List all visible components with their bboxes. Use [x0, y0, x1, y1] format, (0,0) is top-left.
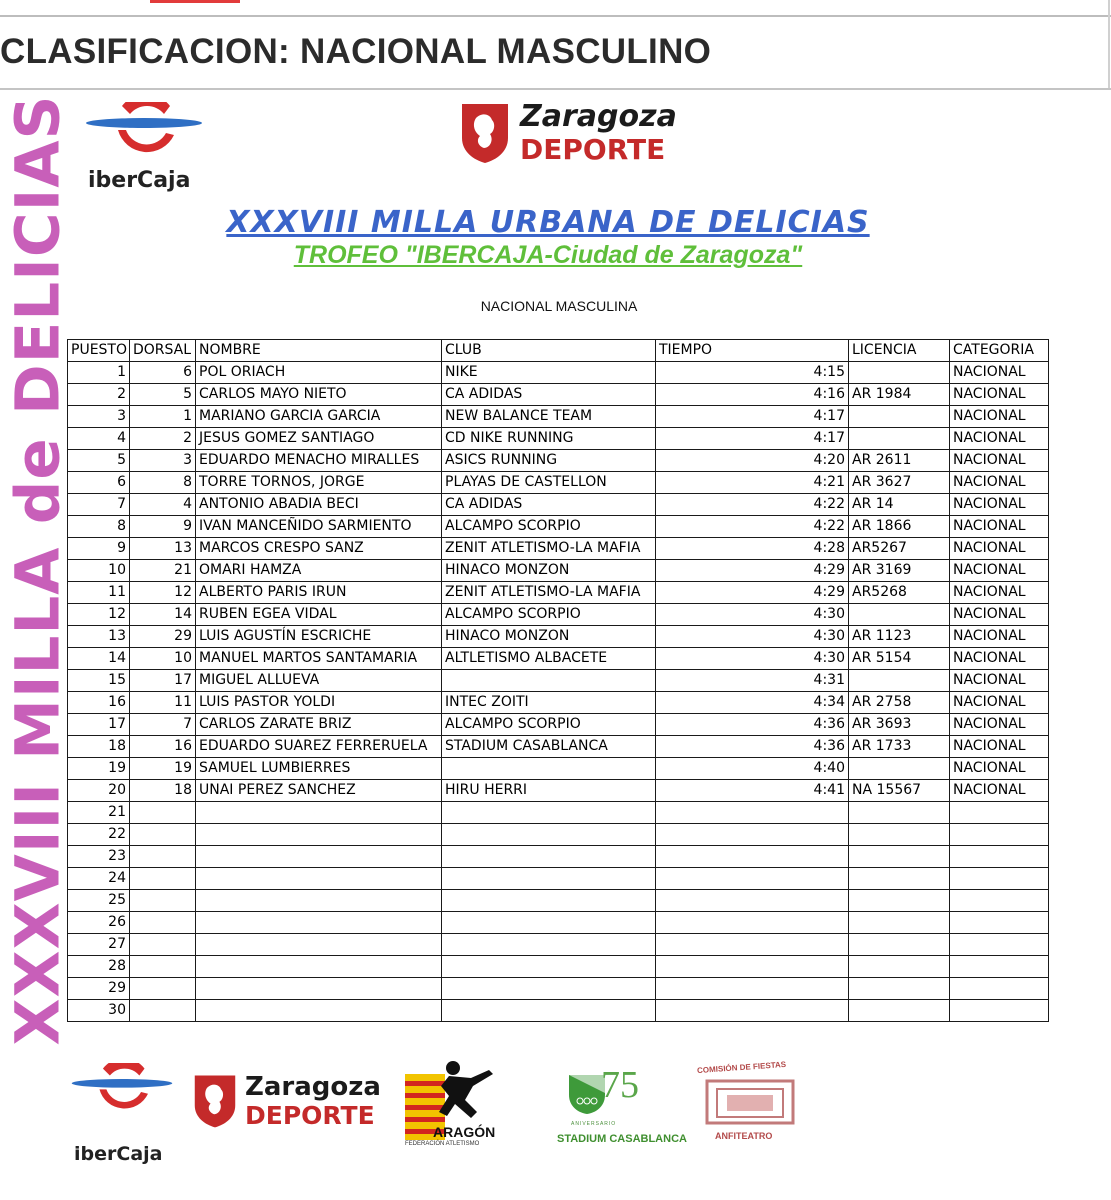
cell-club — [442, 912, 656, 934]
cell-licencia: AR 5154 — [849, 648, 950, 670]
cell-club: ALTLETISMO ALBACETE — [442, 648, 656, 670]
page-title: CLASIFICACION: NACIONAL MASCULINO — [0, 32, 712, 71]
table-row — [68, 384, 1049, 406]
cell-licencia — [849, 428, 950, 450]
cell-licencia — [849, 1000, 950, 1022]
cell-puesto: 17 — [68, 714, 130, 736]
cell-tiempo: 4:20 — [656, 450, 849, 472]
footer-zaragoza-logo — [193, 1073, 381, 1129]
table-row — [68, 670, 1049, 692]
cell-puesto: 6 — [68, 472, 130, 494]
cell-categoria: NACIONAL — [950, 582, 1049, 604]
cell-club: STADIUM CASABLANCA — [442, 736, 656, 758]
cell-nombre — [196, 868, 442, 890]
cell-dorsal: 1 — [130, 406, 196, 428]
table-header-row — [68, 340, 1049, 362]
cell-tiempo: 4:17 — [656, 406, 849, 428]
table-row — [68, 802, 1049, 824]
cell-categoria — [950, 1000, 1049, 1022]
table-row — [68, 846, 1049, 868]
cell-club: HIRU HERRI — [442, 780, 656, 802]
table-row — [68, 934, 1049, 956]
cell-club — [442, 846, 656, 868]
zaragoza-deporte-logo — [460, 99, 677, 166]
cell-tiempo: 4:21 — [656, 472, 849, 494]
ibercaja-logo — [84, 102, 214, 197]
cell-categoria — [950, 978, 1049, 1000]
table-row — [68, 1000, 1049, 1022]
cell-club — [442, 670, 656, 692]
cell-categoria — [950, 802, 1049, 824]
header-categoria: CATEGORIA — [950, 340, 1049, 362]
cell-tiempo: 4:16 — [656, 384, 849, 406]
footer-ibercaja-wordmark: iberCaja — [74, 1143, 163, 1165]
cell-dorsal: 2 — [130, 428, 196, 450]
cell-puesto: 24 — [68, 868, 130, 890]
cell-licencia: AR 3693 — [849, 714, 950, 736]
cell-dorsal — [130, 846, 196, 868]
cell-puesto: 12 — [68, 604, 130, 626]
cell-categoria — [950, 868, 1049, 890]
cell-dorsal: 29 — [130, 626, 196, 648]
cell-nombre: ANTONIO ABADIA BECI — [196, 494, 442, 516]
stadium-anniversary-number: 75 — [601, 1064, 639, 1106]
table-row — [68, 604, 1049, 626]
cell-licencia: NA 15567 — [849, 780, 950, 802]
cell-categoria — [950, 956, 1049, 978]
zaragoza-lion-shield-icon — [460, 102, 510, 164]
table-row — [68, 516, 1049, 538]
cell-club: CA ADIDAS — [442, 494, 656, 516]
cell-categoria: NACIONAL — [950, 516, 1049, 538]
zaragoza-lion-shield-icon — [193, 1073, 237, 1129]
aragon-name: ARAGÓN — [433, 1124, 496, 1140]
cell-club: ALCAMPO SCORPIO — [442, 516, 656, 538]
cell-puesto: 14 — [68, 648, 130, 670]
event-subtitle: TROFEO "IBERCAJA-Ciudad de Zaragoza" — [293, 241, 803, 269]
cell-club — [442, 890, 656, 912]
cell-tiempo — [656, 978, 849, 1000]
category-caption: NACIONAL MASCULINA — [480, 298, 638, 314]
cell-categoria: NACIONAL — [950, 626, 1049, 648]
cell-licencia — [849, 758, 950, 780]
header-tiempo: TIEMPO — [656, 340, 849, 362]
cell-categoria: NACIONAL — [950, 362, 1049, 384]
cell-dorsal — [130, 890, 196, 912]
cell-club — [442, 868, 656, 890]
cell-licencia — [849, 670, 950, 692]
cell-nombre: SAMUEL LUMBIERRES — [196, 758, 442, 780]
cell-club: ALCAMPO SCORPIO — [442, 714, 656, 736]
cell-puesto: 27 — [68, 934, 130, 956]
cell-club: ALCAMPO SCORPIO — [442, 604, 656, 626]
cell-tiempo: 4:22 — [656, 494, 849, 516]
cell-categoria: NACIONAL — [950, 736, 1049, 758]
cell-categoria: NACIONAL — [950, 692, 1049, 714]
header-club: CLUB — [442, 340, 656, 362]
cell-licencia — [849, 362, 950, 384]
cell-licencia — [849, 846, 950, 868]
cell-categoria — [950, 934, 1049, 956]
stadium-anniversary-label: ANIVERSARIO — [571, 1121, 617, 1127]
cell-club: ZENIT ATLETISMO-LA MAFIA — [442, 582, 656, 604]
cell-nombre: EDUARDO SUAREZ FERRERUELA — [196, 736, 442, 758]
cell-puesto: 1 — [68, 362, 130, 384]
cell-nombre — [196, 824, 442, 846]
cell-nombre: MARCOS CRESPO SANZ — [196, 538, 442, 560]
cell-nombre: RUBEN EGEA VIDAL — [196, 604, 442, 626]
header-licencia: LICENCIA — [849, 340, 950, 362]
table-row — [68, 538, 1049, 560]
cell-puesto: 22 — [68, 824, 130, 846]
top-divider — [0, 15, 1111, 17]
cell-nombre: CARLOS ZARATE BRIZ — [196, 714, 442, 736]
cell-club — [442, 758, 656, 780]
cell-licencia: AR 2611 — [849, 450, 950, 472]
cell-dorsal — [130, 978, 196, 1000]
cell-tiempo — [656, 934, 849, 956]
footer-deporte-wordmark: DEPORTE — [245, 1101, 375, 1130]
cell-dorsal — [130, 1000, 196, 1022]
table-row — [68, 494, 1049, 516]
cell-nombre: ALBERTO PARIS IRUN — [196, 582, 442, 604]
cell-tiempo: 4:31 — [656, 670, 849, 692]
cell-nombre: MIGUEL ALLUEVA — [196, 670, 442, 692]
cell-categoria: NACIONAL — [950, 560, 1049, 582]
cell-dorsal: 8 — [130, 472, 196, 494]
cell-club: PLAYAS DE CASTELLON — [442, 472, 656, 494]
cell-dorsal — [130, 934, 196, 956]
cell-categoria — [950, 846, 1049, 868]
cell-club: ZENIT ATLETISMO-LA MAFIA — [442, 538, 656, 560]
cell-licencia — [849, 406, 950, 428]
cell-nombre — [196, 978, 442, 1000]
cell-tiempo — [656, 912, 849, 934]
cell-licencia: AR 2758 — [849, 692, 950, 714]
cell-licencia — [849, 912, 950, 934]
header-nombre: NOMBRE — [196, 340, 442, 362]
cell-dorsal: 18 — [130, 780, 196, 802]
zaragoza-wordmark: Zaragoza — [520, 99, 677, 134]
cell-tiempo — [656, 824, 849, 846]
cell-licencia — [849, 978, 950, 1000]
cell-tiempo: 4:30 — [656, 604, 849, 626]
cell-club: CD NIKE RUNNING — [442, 428, 656, 450]
cell-tiempo: 4:30 — [656, 648, 849, 670]
cell-dorsal: 3 — [130, 450, 196, 472]
table-row — [68, 736, 1049, 758]
cell-licencia — [849, 802, 950, 824]
cell-nombre: CARLOS MAYO NIETO — [196, 384, 442, 406]
right-divider — [1108, 0, 1110, 90]
cell-tiempo — [656, 890, 849, 912]
table-row — [68, 626, 1049, 648]
ibercaja-wordmark: iberCaja — [88, 168, 191, 193]
table-row — [68, 714, 1049, 736]
cell-club: ASICS RUNNING — [442, 450, 656, 472]
table-row — [68, 978, 1049, 1000]
table-row — [68, 780, 1049, 802]
cell-tiempo: 4:15 — [656, 362, 849, 384]
cell-puesto: 9 — [68, 538, 130, 560]
cell-puesto: 30 — [68, 1000, 130, 1022]
stadium-casablanca-logo — [555, 1063, 687, 1163]
cell-licencia: AR 3627 — [849, 472, 950, 494]
cell-tiempo: 4:36 — [656, 736, 849, 758]
cell-licencia: AR 1866 — [849, 516, 950, 538]
cell-dorsal: 16 — [130, 736, 196, 758]
cell-tiempo — [656, 846, 849, 868]
cell-nombre: MARIANO GARCIA GARCIA — [196, 406, 442, 428]
cell-dorsal: 4 — [130, 494, 196, 516]
table-row — [68, 428, 1049, 450]
table-row — [68, 406, 1049, 428]
cell-categoria: NACIONAL — [950, 494, 1049, 516]
cell-licencia: AR 14 — [849, 494, 950, 516]
cell-licencia: AR 3169 — [849, 560, 950, 582]
cell-puesto: 26 — [68, 912, 130, 934]
cell-licencia — [849, 824, 950, 846]
cell-licencia — [849, 604, 950, 626]
cell-nombre — [196, 802, 442, 824]
cell-categoria: NACIONAL — [950, 670, 1049, 692]
cell-puesto: 29 — [68, 978, 130, 1000]
cell-dorsal: 13 — [130, 538, 196, 560]
cell-nombre: EDUARDO MENACHO MIRALLES — [196, 450, 442, 472]
cell-dorsal: 17 — [130, 670, 196, 692]
cell-licencia — [849, 934, 950, 956]
cell-club — [442, 934, 656, 956]
table-row — [68, 692, 1049, 714]
cell-categoria: NACIONAL — [950, 648, 1049, 670]
cell-tiempo: 4:22 — [656, 516, 849, 538]
cell-categoria: NACIONAL — [950, 714, 1049, 736]
cell-dorsal: 5 — [130, 384, 196, 406]
table-row — [68, 472, 1049, 494]
table-row — [68, 824, 1049, 846]
table-row — [68, 362, 1049, 384]
cell-puesto: 19 — [68, 758, 130, 780]
cell-licencia — [849, 890, 950, 912]
cell-tiempo — [656, 1000, 849, 1022]
cell-categoria — [950, 890, 1049, 912]
table-row — [68, 560, 1049, 582]
cell-dorsal: 6 — [130, 362, 196, 384]
cell-licencia: AR5267 — [849, 538, 950, 560]
cell-club — [442, 978, 656, 1000]
cell-nombre: LUIS PASTOR YOLDI — [196, 692, 442, 714]
header-dorsal: DORSAL — [130, 340, 196, 362]
cell-puesto: 28 — [68, 956, 130, 978]
vertical-event-title: XXXVIII MILLA de DELICIAS — [2, 94, 74, 1046]
ibercaja-emblem-icon — [70, 1063, 174, 1121]
cell-puesto: 18 — [68, 736, 130, 758]
event-title: XXXVIII MILLA URBANA DE DELICIAS — [226, 205, 870, 240]
cell-club: NEW BALANCE TEAM — [442, 406, 656, 428]
cell-categoria: NACIONAL — [950, 384, 1049, 406]
cell-dorsal — [130, 912, 196, 934]
heading-divider — [0, 88, 1111, 90]
cell-categoria: NACIONAL — [950, 406, 1049, 428]
cell-licencia — [849, 956, 950, 978]
cell-dorsal: 10 — [130, 648, 196, 670]
cell-tiempo: 4:36 — [656, 714, 849, 736]
top-accent-line — [150, 0, 240, 3]
cell-tiempo: 4:34 — [656, 692, 849, 714]
cell-puesto: 3 — [68, 406, 130, 428]
cell-dorsal — [130, 868, 196, 890]
cell-categoria — [950, 912, 1049, 934]
cell-nombre: POL ORIACH — [196, 362, 442, 384]
cell-puesto: 11 — [68, 582, 130, 604]
cell-puesto: 8 — [68, 516, 130, 538]
footer-ibercaja-logo — [70, 1063, 180, 1173]
cell-puesto: 23 — [68, 846, 130, 868]
cell-categoria: NACIONAL — [950, 450, 1049, 472]
cell-categoria: NACIONAL — [950, 472, 1049, 494]
cell-tiempo: 4:28 — [656, 538, 849, 560]
cell-tiempo: 4:40 — [656, 758, 849, 780]
aragon-subtitle: FEDERACIÓN ATLETISMO — [405, 1141, 480, 1147]
cell-puesto: 16 — [68, 692, 130, 714]
cell-nombre: TORRE TORNOS, JORGE — [196, 472, 442, 494]
cell-licencia: AR 1733 — [849, 736, 950, 758]
cell-licencia — [849, 868, 950, 890]
table-row — [68, 582, 1049, 604]
cell-puesto: 25 — [68, 890, 130, 912]
cell-nombre: MANUEL MARTOS SANTAMARIA — [196, 648, 442, 670]
cell-nombre: IVAN MANCEÑIDO SARMIENTO — [196, 516, 442, 538]
cell-nombre — [196, 934, 442, 956]
anfiteatro-top-text: COMISIÓN DE FIESTAS — [696, 1059, 787, 1076]
footer-zaragoza-wordmark: Zaragoza — [245, 1072, 381, 1102]
cell-categoria: NACIONAL — [950, 780, 1049, 802]
cell-dorsal — [130, 956, 196, 978]
ibercaja-emblem-icon — [84, 102, 204, 164]
cell-puesto: 10 — [68, 560, 130, 582]
cell-puesto: 2 — [68, 384, 130, 406]
cell-club: HINACO MONZON — [442, 560, 656, 582]
cell-club — [442, 956, 656, 978]
table-row — [68, 450, 1049, 472]
cell-puesto: 15 — [68, 670, 130, 692]
cell-tiempo: 4:29 — [656, 560, 849, 582]
cell-dorsal: 19 — [130, 758, 196, 780]
cell-club — [442, 1000, 656, 1022]
cell-club: INTEC ZOITI — [442, 692, 656, 714]
cell-nombre: OMARI HAMZA — [196, 560, 442, 582]
cell-puesto: 5 — [68, 450, 130, 472]
cell-nombre — [196, 956, 442, 978]
cell-nombre: JESUS GOMEZ SANTIAGO — [196, 428, 442, 450]
cell-nombre — [196, 1000, 442, 1022]
cell-tiempo — [656, 802, 849, 824]
cell-nombre: UNAI PEREZ SANCHEZ — [196, 780, 442, 802]
cell-club — [442, 824, 656, 846]
cell-categoria: NACIONAL — [950, 604, 1049, 626]
cell-categoria: NACIONAL — [950, 538, 1049, 560]
cell-club: CA ADIDAS — [442, 384, 656, 406]
cell-categoria: NACIONAL — [950, 428, 1049, 450]
cell-dorsal — [130, 802, 196, 824]
cell-dorsal — [130, 824, 196, 846]
anfiteatro-logo — [695, 1059, 810, 1154]
cell-licencia: AR 1984 — [849, 384, 950, 406]
anfiteatro-arch-icon — [705, 1077, 795, 1127]
cell-categoria: NACIONAL — [950, 758, 1049, 780]
cell-dorsal: 9 — [130, 516, 196, 538]
table-row — [68, 956, 1049, 978]
table-row — [68, 890, 1049, 912]
cell-club: NIKE — [442, 362, 656, 384]
table-row — [68, 758, 1049, 780]
cell-dorsal: 14 — [130, 604, 196, 626]
cell-puesto: 20 — [68, 780, 130, 802]
cell-tiempo — [656, 956, 849, 978]
cell-puesto: 7 — [68, 494, 130, 516]
cell-puesto: 4 — [68, 428, 130, 450]
cell-dorsal: 12 — [130, 582, 196, 604]
cell-tiempo: 4:17 — [656, 428, 849, 450]
cell-puesto: 21 — [68, 802, 130, 824]
cell-puesto: 13 — [68, 626, 130, 648]
cell-nombre — [196, 846, 442, 868]
cell-licencia: AR5268 — [849, 582, 950, 604]
header-puesto: PUESTO — [68, 340, 130, 362]
cell-nombre: LUIS AGUSTÍN ESCRICHE — [196, 626, 442, 648]
sponsor-logos-footer — [0, 1055, 1111, 1200]
cell-tiempo: 4:41 — [656, 780, 849, 802]
cell-club: HINACO MONZON — [442, 626, 656, 648]
cell-tiempo: 4:29 — [656, 582, 849, 604]
cell-club — [442, 802, 656, 824]
cell-tiempo: 4:30 — [656, 626, 849, 648]
cell-tiempo — [656, 868, 849, 890]
cell-dorsal: 21 — [130, 560, 196, 582]
table-row — [68, 912, 1049, 934]
cell-categoria — [950, 824, 1049, 846]
table-row — [68, 648, 1049, 670]
cell-dorsal: 11 — [130, 692, 196, 714]
cell-licencia: AR 1123 — [849, 626, 950, 648]
runner-silhouette-icon — [419, 1060, 499, 1126]
aragon-federation-logo — [405, 1060, 505, 1150]
deporte-wordmark: DEPORTE — [520, 133, 666, 166]
table-row — [68, 868, 1049, 890]
cell-nombre — [196, 890, 442, 912]
cell-nombre — [196, 912, 442, 934]
stadium-name: STADIUM CASABLANCA — [557, 1133, 687, 1145]
results-table — [67, 339, 1049, 1022]
anfiteatro-bottom-text: ANFITEATRO — [715, 1131, 773, 1141]
cell-dorsal: 7 — [130, 714, 196, 736]
